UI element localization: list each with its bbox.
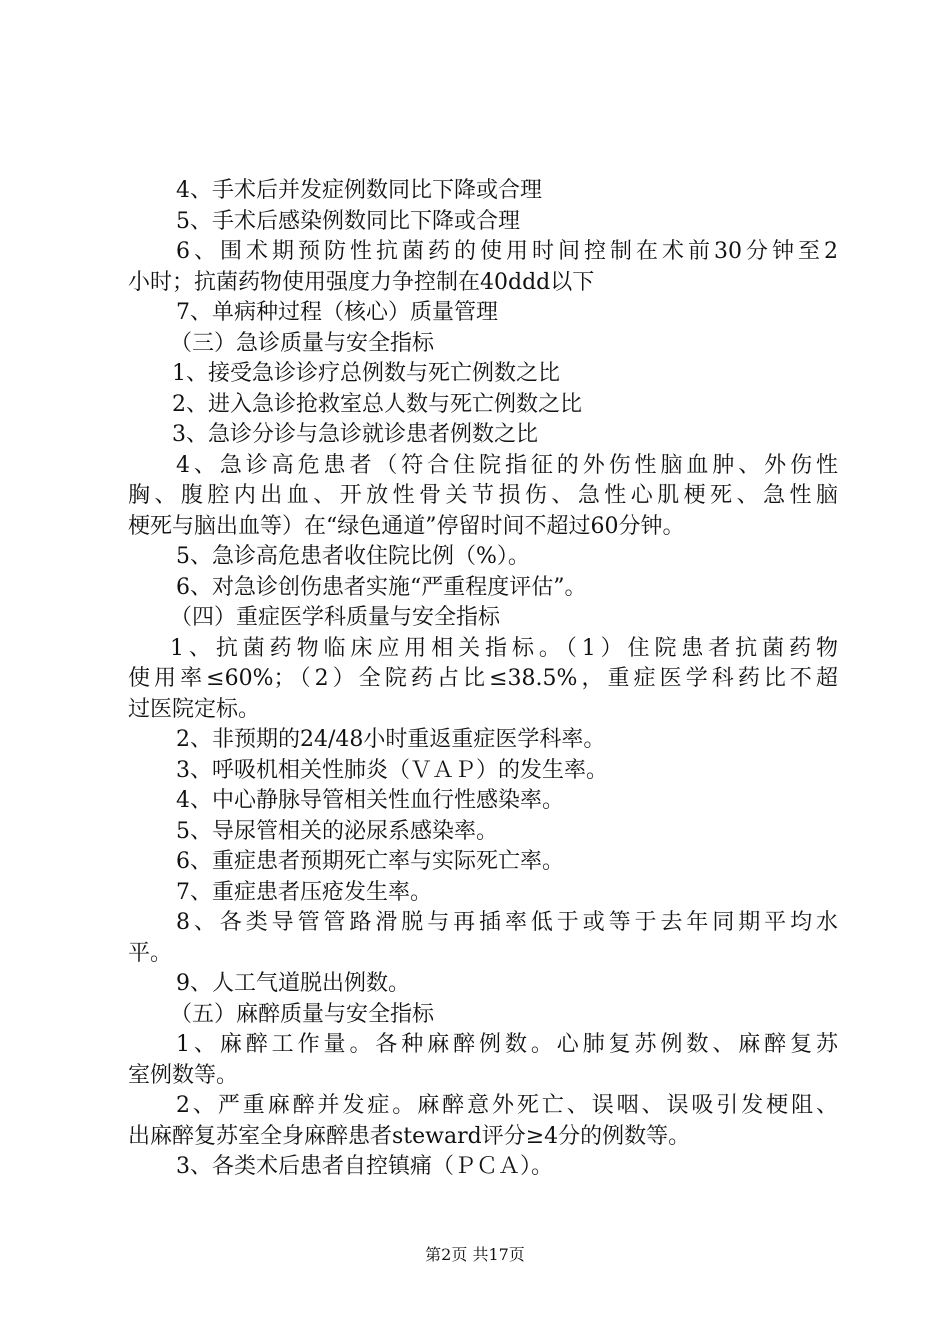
text-line: 梗死与脑出血等）在“绿色通道”停留时间不超过60分钟。: [128, 513, 685, 539]
text-line: 4、手术后并发症例数同比下降或合理: [176, 178, 542, 203]
text-line: 平。: [128, 940, 173, 966]
text-line: 小时；抗菌药物使用强度力争控制在40ddd以下: [128, 269, 595, 295]
text-line: 4、急诊高危患者（符合住院指征的外伤性脑血肿、外伤性: [176, 452, 838, 478]
text-line: 5、急诊高危患者收住院比例（%）。: [176, 544, 530, 569]
text-line: 3、各类术后患者自控镇痛（ＰＣＡ）。: [176, 1154, 553, 1179]
text-line: （五）麻醉质量与安全指标: [170, 1001, 435, 1027]
text-line: 胸、腹腔内出血、开放性骨关节损伤、急性心肌梗死、急性脑: [128, 483, 838, 508]
page-footer: 第2页 共17页: [425, 1245, 525, 1264]
text-line: 5、手术后感染例数同比下降或合理: [176, 208, 520, 234]
text-line: 5、导尿管相关的泌尿系感染率。: [176, 818, 498, 844]
text-line: 使用率≤60%；（2）全院药占比≤38.5%，重症医学科药比不超: [128, 666, 838, 691]
text-line: 出麻醉复苏室全身麻醉患者steward评分≥4分的例数等。: [128, 1123, 691, 1149]
text-line: 6、重症患者预期死亡率与实际死亡率。: [176, 849, 564, 874]
text-line: （四）重症医学科质量与安全指标: [170, 605, 501, 630]
text-line: 过医院定标。: [128, 696, 261, 722]
text-line: 3、急诊分诊与急诊就诊患者例数之比: [172, 422, 538, 447]
text-line: （三）急诊质量与安全指标: [170, 330, 435, 356]
text-line: 3、呼吸机相关性肺炎（ＶＡＰ）的发生率。: [176, 757, 608, 783]
text-line: 6、对急诊创伤患者实施“严重程度评估”。: [176, 574, 587, 600]
text-line: 9、人工气道脱出例数。: [176, 971, 410, 996]
text-line: 2、进入急诊抢救室总人数与死亡例数之比: [172, 391, 582, 417]
document-body: [128, 176, 838, 1183]
text-line: 室例数等。: [128, 1062, 239, 1088]
text-line: 1、抗菌药物临床应用相关指标。（1）住院患者抗菌药物: [170, 635, 838, 661]
text-line: 4、中心静脉导管相关性血行性感染率。: [176, 788, 564, 813]
text-line: 2、非预期的24/48小时重返重症医学科率。: [176, 727, 606, 752]
text-line: 1、接受急诊诊疗总例数与死亡例数之比: [172, 361, 560, 386]
text-line: 6、围术期预防性抗菌药的使用时间控制在术前30分钟至2: [176, 239, 838, 264]
text-line: 7、单病种过程（核心）质量管理: [176, 300, 498, 325]
text-line: 8、各类导管管路滑脱与再插率低于或等于去年同期平均水: [176, 910, 838, 935]
text-line: 7、重症患者压疮发生率。: [176, 879, 432, 905]
text-line: 2、严重麻醉并发症。麻醉意外死亡、误咽、误吸引发梗阻、: [176, 1093, 838, 1118]
text-line: 1、麻醉工作量。各种麻醉例数。心肺复苏例数、麻醉复苏: [176, 1032, 838, 1057]
